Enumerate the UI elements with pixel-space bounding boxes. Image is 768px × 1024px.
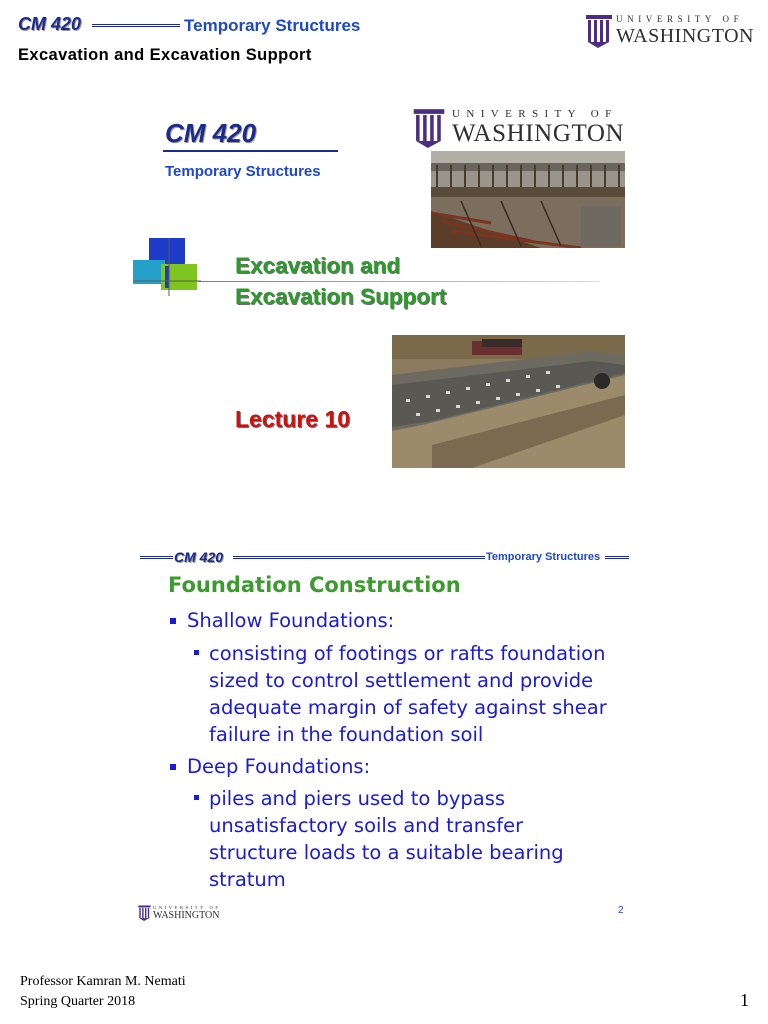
bullet-label: Deep Foundations: [187, 755, 371, 778]
slide2-rule-mid [233, 556, 485, 559]
sub-line: stratum [209, 868, 286, 891]
bullet-square [170, 764, 176, 770]
header-course-code: CM 420 [18, 14, 82, 34]
sub-bullet-text [209, 785, 564, 893]
slide2-heading: Foundation Construction [168, 573, 461, 597]
footer-term: Spring Quarter 2018 [20, 994, 136, 1009]
sub-bullet-square [194, 650, 199, 655]
header-title: Excavation and Excavation Support [18, 46, 312, 64]
slide2-uw-line1: UNIVERSITY OF [153, 905, 221, 910]
slide2-rule-right [605, 556, 629, 559]
uw-logo-line1: UNIVERSITY OF [616, 14, 744, 24]
sub-bullet-square [194, 795, 199, 800]
footer-page-number: 1 [740, 990, 749, 1010]
header-rule [92, 24, 180, 27]
slide1-uw-line1: UNIVERSITY OF [452, 108, 618, 120]
bullet-square [170, 618, 176, 624]
slide1-lecture: Lecture 10 [235, 406, 351, 432]
slide1-subject: Temporary Structures [165, 163, 321, 180]
slide2-uw-logo [138, 905, 228, 923]
slide1-title-line2: Excavation Support [235, 284, 447, 309]
decorative-squares [133, 238, 201, 296]
sub-line: structure loads to a suitable bearing [209, 841, 564, 864]
uw-logo [586, 14, 752, 50]
slide1-uw-logo [412, 108, 626, 150]
sub-line: adequate margin of safety against shear [209, 696, 607, 719]
slide2-subject: Temporary Structures [486, 551, 601, 563]
slide1-course-code: CM 420 [165, 118, 257, 148]
slide2-course-code: CM 420 [174, 549, 224, 565]
retaining-wall-photo [392, 335, 625, 468]
sub-bullet-text [209, 640, 607, 748]
bullet-label: Shallow Foundations: [187, 609, 395, 632]
slide1-title-line1: Excavation and [235, 253, 401, 278]
footer-professor: Professor Kamran M. Nemati [20, 974, 186, 989]
sub-line: sized to control settlement and provide [209, 669, 594, 692]
uw-columns-icon [412, 108, 446, 148]
slide2-rule-left [140, 556, 173, 559]
slide1-underline [163, 150, 338, 152]
slide2-page-number: 2 [618, 905, 624, 916]
sub-line: consisting of footings or rafts foundation [209, 642, 606, 665]
uw-columns-icon [138, 905, 151, 921]
sub-line: piles and piers used to bypass [209, 787, 506, 810]
uw-columns-icon [586, 14, 612, 48]
excavation-photo [431, 151, 625, 248]
slide2-uw-line2: WASHINGTON [153, 910, 220, 921]
sub-line: failure in the foundation soil [209, 723, 484, 746]
slide1-uw-line2: WASHINGTON [452, 120, 625, 147]
header-subject: Temporary Structures [184, 16, 361, 35]
uw-logo-line2: WASHINGTON [616, 25, 754, 47]
sub-line: unsatisfactory soils and transfer [209, 814, 524, 837]
